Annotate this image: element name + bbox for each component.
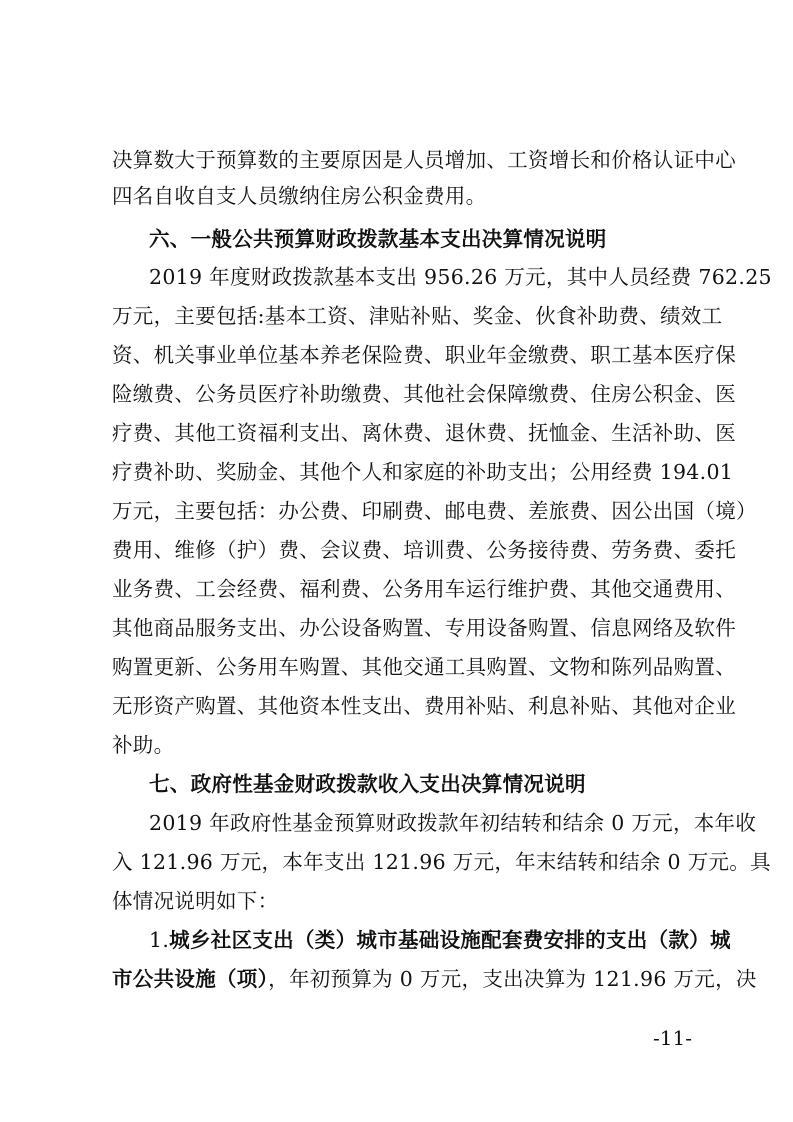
body-text-line: 万元，主要包括：办公费、印刷费、邮电费、差旅费、因公出国（境） (112, 499, 757, 523)
section-heading: 七、政府性基金财政拨款收入支出决算情况说明 (149, 772, 586, 796)
body-text-line: 无形资产购置、其他资本性支出、费用补贴、利息补贴、其他对企业 (112, 694, 736, 718)
body-text-line: 入 121.96 万元，本年支出 121.96 万元，年末结转和结余 0 万元。具 (112, 850, 771, 874)
body-text-line (149, 928, 731, 952)
body-text-line: 补助。 (112, 733, 175, 757)
section-heading: 六、一般公共预算财政拨款基本支出决算情况说明 (149, 227, 607, 251)
body-text-line: 险缴费、公务员医疗补助缴费、其他社会保障缴费、住房公积金、医 (112, 382, 736, 406)
bold-item-title: 城乡社区支出（类）城市基础设施配套费安排的支出（款）城 (169, 928, 731, 952)
item-text: ，年初预算为 0 万元，支出决算为 121.96 万元，决 (268, 967, 757, 991)
body-text-line: 资、机关事业单位基本养老保险费、职业年金缴费、职工基本医疗保 (112, 343, 736, 367)
body-text-line: 2019 年政府性基金预算财政拨款年初结转和结余 0 万元，本年收 (149, 811, 757, 835)
body-text-line: 体情况说明如下： (112, 889, 279, 913)
bold-item-title-continued: 市公共设施（项） (112, 967, 269, 991)
page-number: -11- (653, 1026, 692, 1050)
body-text-line: 疗费补助、奖励金、其他个人和家庭的补助支出；公用经费 194.01 (112, 460, 734, 484)
body-text-line: 其他商品服务支出、办公设备购置、专用设备购置、信息网络及软件 (112, 616, 736, 640)
body-text-line: 业务费、工会经费、福利费、公务用车运行维护费、其他交通费用、 (112, 577, 736, 601)
body-text-line: 疗费、其他工资福利支出、离休费、退休费、抚恤金、生活补助、医 (112, 421, 736, 445)
list-number: 1. (149, 928, 170, 952)
body-text-line: 决算数大于预算数的主要原因是人员增加、工资增长和价格认证中心 (112, 148, 736, 172)
body-text-line (112, 967, 757, 991)
body-text-line: 购置更新、公务用车购置、其他交通工具购置、文物和陈列品购置、 (112, 655, 736, 679)
body-text-line: 四名自收自支人员缴纳住房公积金费用。 (112, 184, 487, 208)
body-text-line: 万元，主要包括:基本工资、津贴补贴、奖金、伙食补助费、绩效工 (112, 304, 723, 328)
body-text-line: 费用、维修（护）费、会议费、培训费、公务接待费、劳务费、委托 (112, 538, 736, 562)
body-text-line: 2019 年度财政拨款基本支出 956.26 万元，其中人员经费 762.25 (149, 265, 772, 289)
